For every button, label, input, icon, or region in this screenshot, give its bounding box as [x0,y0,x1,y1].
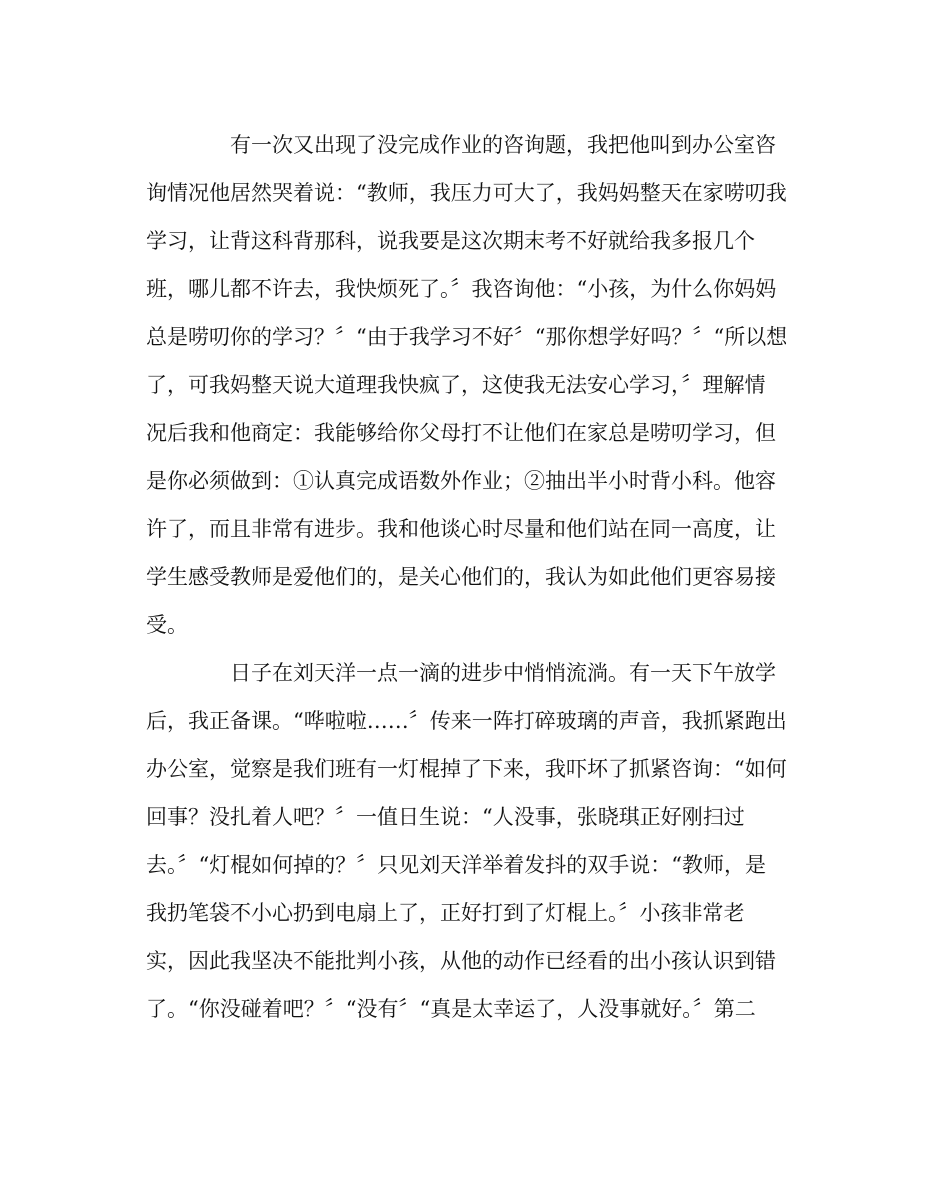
paragraph-1-line-2: 询情况他居然哭着说：“教师，我压力可大了，我妈妈整天在家唠叨我 [146,181,787,205]
paragraph-1-line-9: 许了，而且非常有进步。我和他谈心时尽量和他们站在同一高度，让 [146,517,776,541]
paragraph-1-line-8: 是你必须做到：①认真完成语数外作业；②抽出半小时背小科。他容 [146,469,776,493]
paragraph-1-line-3: 学习，让背这科背那科，说我要是这次期末考不好就给我多报几个 [146,229,755,253]
paragraph-2-line-6: 我扔笔袋不小心扔到电扇上了，正好打到了灯棍上。〞小孩非常老 [146,901,745,925]
paragraph-1-line-5: 总是唠叨你的学习？〞“由于我学习不好〞“那你想学好吗？〞“所以想 [146,325,788,349]
paragraph-1-line-1: 有一次又出现了没完成作业的咨询题，我把他叫到办公室咨 [230,133,776,157]
paragraph-2-line-5: 去。〞“灯棍如何掉的？〞只见刘天洋举着发抖的双手说：“教师，是 [146,853,766,877]
paragraph-2-line-2: 后，我正备课。“哗啦啦……〞传来一阵打碎玻璃的声音，我抓紧跑出 [146,709,787,733]
paragraph-2-line-7: 实，因此我坚决不能批判小孩，从他的动作已经看的出小孩认识到错 [146,949,776,973]
paragraph-2-line-3: 办公室，觉察是我们班有一灯棍掉了下来，我吓坏了抓紧咨询：“如何 [146,757,787,781]
paragraph-2-line-1: 日子在刘天洋一点一滴的进步中悄悄流淌。有一天下午放学 [230,661,776,685]
paragraph-1-line-10: 学生感受教师是爱他们的，是关心他们的，我认为如此他们更容易接 [146,565,776,589]
paragraph-1-line-11: 受。 [146,613,188,637]
paragraph-1-line-6: 了，可我妈整天说大道理我快疯了，这使我无法安心学习，〞理解情 [146,373,766,397]
paragraph-1-line-4: 班，哪儿都不许去，我快烦死了。〞我咨询他：“小孩，为什么你妈妈 [146,277,777,301]
paragraph-2-line-4: 回事？没扎着人吧？〞一值日生说：“人没事，张晓琪正好刚扫过 [146,805,745,829]
paragraph-1-line-7: 况后我和他商定：我能够给你父母打不让他们在家总是唠叨学习，但 [146,421,776,445]
paragraph-2-line-8: 了。“你没碰着吧？〞“没有〞“真是太幸运了，人没事就好。〞第二 [146,997,756,1021]
